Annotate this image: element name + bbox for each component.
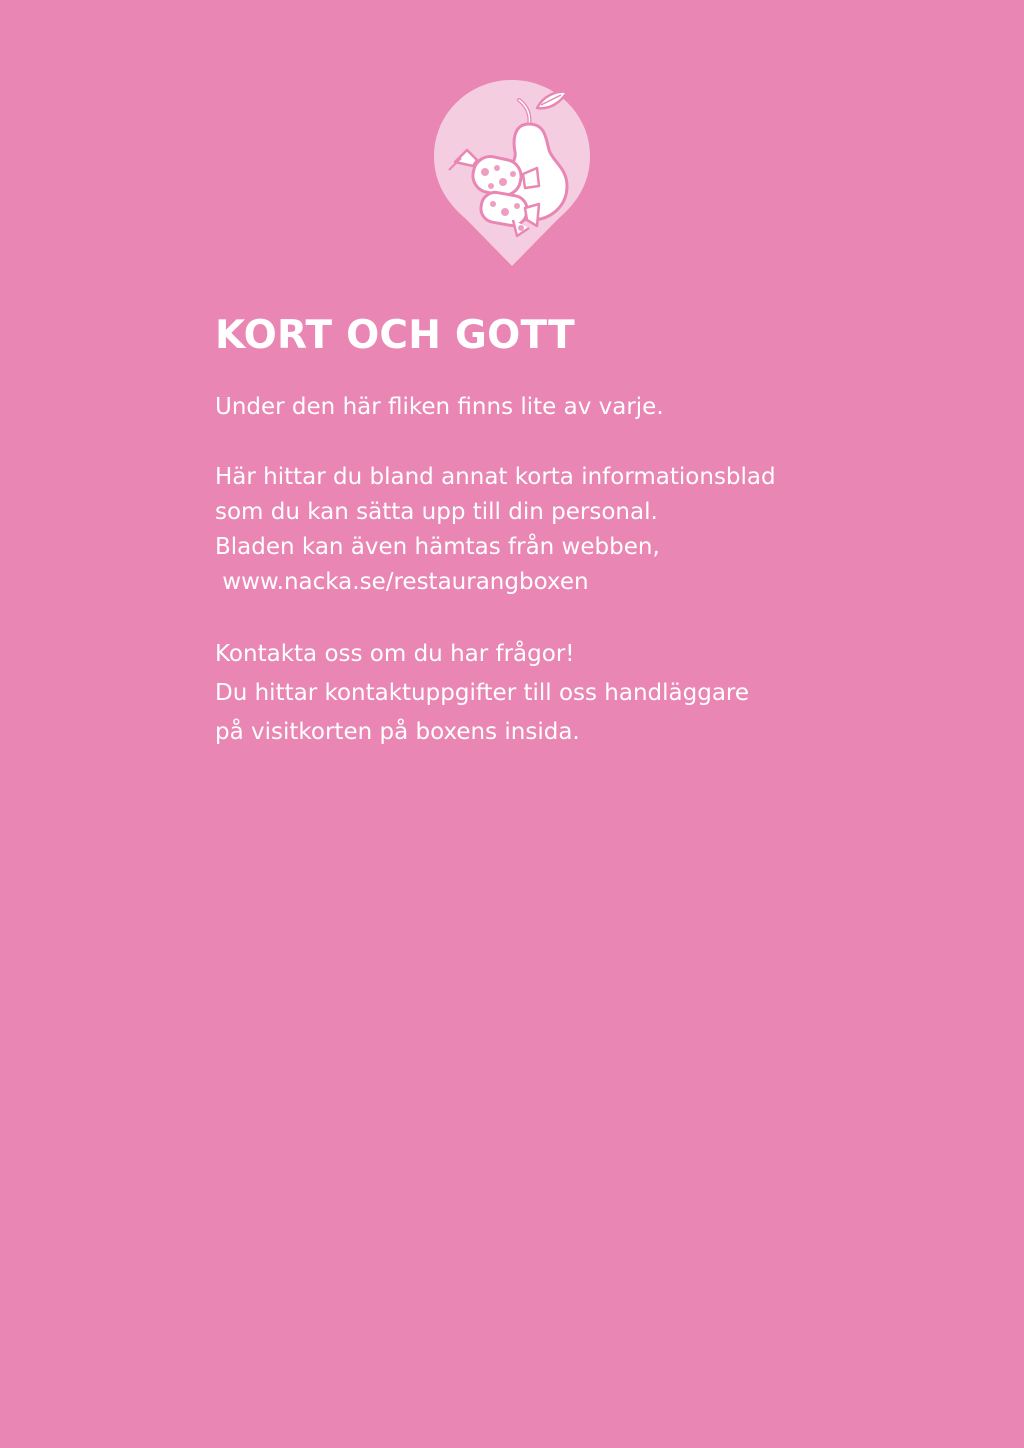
contact-line-3: på visitkorten på boxens insida. xyxy=(215,719,580,745)
page-title: KORT OCH GOTT xyxy=(215,313,575,358)
info-line-1: Här hittar du bland annat korta informationsblad xyxy=(215,464,776,490)
website-link[interactable]: www.nacka.se/restaurangboxen xyxy=(215,569,589,595)
intro-paragraph xyxy=(215,390,835,425)
pear-and-candy-icon xyxy=(433,78,591,268)
contact-line-1: Kontakta oss om du har frågor! xyxy=(215,641,575,667)
intro-line: Under den här fliken finns lite av varje. xyxy=(215,394,664,420)
emblem-graphic xyxy=(433,78,591,268)
contact-paragraph xyxy=(215,635,835,752)
info-paragraph xyxy=(215,460,835,600)
info-line-2: som du kan sätta upp till din personal. xyxy=(215,499,658,525)
contact-line-2: Du hittar kontaktuppgifter till oss handläggare xyxy=(215,680,750,706)
text-content xyxy=(215,310,835,752)
info-line-3: Bladen kan även hämtas från webben, xyxy=(215,534,660,560)
